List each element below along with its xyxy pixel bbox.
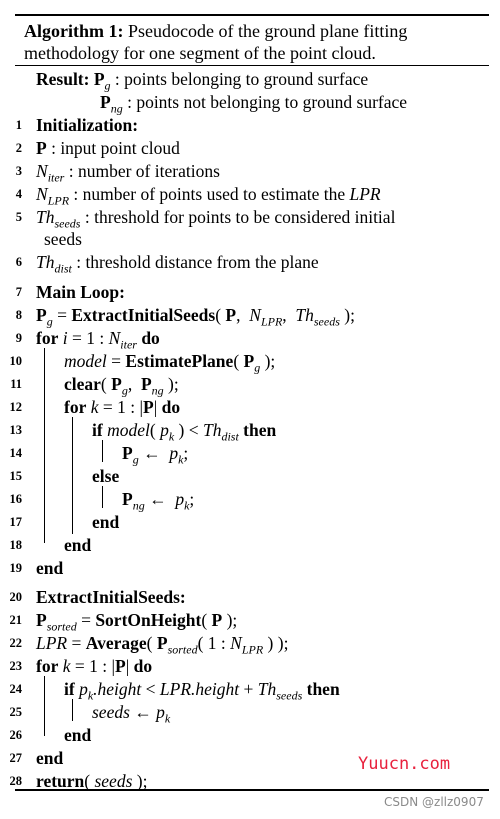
- line-number: 14: [9, 446, 22, 460]
- code-line-28: 28 return( seeds );: [0, 770, 500, 792]
- code-line-4: 4 $N_{LPR}$ : number of points used to estimate the LPR: [0, 183, 500, 205]
- fn-clear: clear: [64, 374, 101, 394]
- kw-end: end: [92, 512, 120, 532]
- watermark-csdn: CSDN @zllz0907: [384, 795, 484, 809]
- code-line-12: 12 for k = 1 : |P| do: [0, 396, 500, 418]
- fn-estimate: EstimatePlane: [125, 351, 234, 371]
- line-text: : threshold for points to be considered initial: [84, 207, 396, 227]
- watermark-yuucn: Yuucn.com: [358, 754, 451, 774]
- line-number: 19: [9, 561, 22, 575]
- code-line-5: 5 $Th_{seeds}$ : threshold for points to be considered initial: [0, 206, 500, 228]
- code-line-3: 3 $N_{iter}$ : number of iterations: [0, 160, 500, 182]
- line-number: 27: [9, 751, 22, 765]
- block-bar-if: [102, 440, 103, 462]
- line-text: Main Loop:: [36, 282, 125, 302]
- fn-sort: SortOnHeight: [95, 610, 202, 630]
- code-line-23: 23 for k = 1 : |P| do: [0, 655, 500, 677]
- line-number: 6: [15, 255, 22, 269]
- line-number: 26: [9, 728, 22, 742]
- caption-rule: [15, 65, 489, 66]
- fn-average: Average: [85, 633, 147, 653]
- line-number: 3: [15, 164, 22, 178]
- line-text: : number of iterations: [68, 161, 220, 181]
- line-number: 12: [9, 400, 22, 414]
- code-line-16: 16 $P_{ng}$ ← $p_k$;: [0, 488, 500, 510]
- line-number: 20: [9, 590, 22, 604]
- code-line-1: [0, 114, 500, 136]
- code-line-19: [0, 557, 500, 579]
- result-line-1: Result: $P_g$ : points belonging to ground surface: [36, 69, 369, 93]
- result-line-2: $P_{ng}$ : points not belonging to ground surface: [100, 92, 408, 116]
- kw-then: then: [306, 679, 340, 699]
- kw-if: if: [64, 679, 75, 699]
- block-bar-for-k2: [44, 676, 45, 736]
- kw-for: for: [36, 656, 59, 676]
- code-line-20: [0, 586, 500, 608]
- kw-else: else: [92, 466, 120, 486]
- line-number: 5: [15, 210, 22, 224]
- line-text: : input point cloud: [51, 138, 180, 158]
- line-number: 18: [9, 538, 22, 552]
- code-line-26: [0, 724, 500, 746]
- code-line-24: 24 if $p_k.height$ < LPR.height + $Th_{seeds}$ then: [0, 678, 500, 700]
- line-number: 11: [10, 377, 22, 391]
- kw-do: do: [133, 656, 153, 676]
- block-bar-for-i: [44, 348, 45, 543]
- line-number: 23: [9, 659, 22, 673]
- code-line-7: [0, 281, 500, 303]
- line-text: seeds: [44, 229, 82, 249]
- line-text: ExtractInitialSeeds:: [36, 587, 186, 607]
- caption-label: Algorithm 1:: [24, 21, 124, 41]
- code-line-6: 6 $Th_{dist}$ : threshold distance from the plane: [0, 251, 500, 273]
- code-line-21: 21 $P_{sorted}$ = SortOnHeight( P );: [0, 609, 500, 631]
- kw-do: do: [161, 397, 181, 417]
- fn-extract: ExtractInitialSeeds: [71, 305, 216, 325]
- line-number: 2: [15, 141, 22, 155]
- code-line-17: [0, 511, 500, 533]
- code-line-25: 25 seeds ← $p_k$: [0, 701, 500, 723]
- code-line-22: 22 LPR = Average( $P_{sorted}$( 1 : $N_{LPR}$ ) );: [0, 632, 500, 654]
- code-line-9: 9 for i = 1 : $N_{iter}$ do: [0, 327, 500, 349]
- result-png-desc: : points not belonging to ground surface: [127, 92, 408, 112]
- fn-return: return: [36, 771, 85, 791]
- algorithm-caption: [24, 20, 474, 64]
- line-number: 9: [15, 331, 22, 345]
- kw-end: end: [36, 748, 64, 768]
- line-number: 1: [15, 118, 22, 132]
- line-number: 24: [9, 682, 22, 696]
- kw-end: end: [64, 535, 92, 555]
- line-text: : number of points used to estimate the: [73, 184, 346, 204]
- code-line-5-cont: [0, 228, 500, 250]
- line-number: 7: [15, 285, 22, 299]
- kw-do: do: [141, 328, 160, 348]
- code-line-10: 10 model = EstimatePlane( $P_g$ );: [0, 350, 500, 372]
- line-number: 22: [9, 636, 22, 650]
- result-label: Result:: [36, 69, 90, 89]
- code-line-8: 8 $P_g$ = ExtractInitialSeeds( P, $N_{LPR}$, $Th_{seeds}$ );: [0, 304, 500, 326]
- code-line-14: 14 $P_g$ ← $p_k$;: [0, 442, 500, 464]
- kw-end: end: [64, 725, 92, 745]
- line-number: 15: [9, 469, 22, 483]
- line-number: 4: [15, 187, 22, 201]
- line-number: 21: [9, 613, 22, 627]
- line-number: 13: [9, 423, 22, 437]
- kw-for: for: [64, 397, 87, 417]
- kw-if: if: [92, 420, 103, 440]
- line-number: 17: [9, 515, 22, 529]
- code-line-13: 13 if model( $p_k$ ) < $Th_{dist}$ then: [0, 419, 500, 441]
- line-number: 10: [9, 354, 22, 368]
- code-line-15: [0, 465, 500, 487]
- line-text: : threshold distance from the plane: [76, 252, 319, 272]
- line-text: Initialization:: [36, 115, 139, 135]
- line-number: 8: [15, 308, 22, 322]
- caption-text: Pseudocode of the ground plane fitting methodology for one segment of the point cloud.: [24, 21, 408, 63]
- block-bar-else: [102, 486, 103, 508]
- block-bar-if2: [72, 699, 73, 721]
- top-rule: [15, 14, 489, 16]
- code-line-11: 11 clear( $P_g$, $P_{ng}$ );: [0, 373, 500, 395]
- line-number: 25: [9, 705, 22, 719]
- code-line-2: 2 P : input point cloud: [0, 137, 500, 159]
- kw-then: then: [243, 420, 277, 440]
- result-pg-desc: : points belonging to ground surface: [114, 69, 369, 89]
- line-text-lpr: LPR: [349, 184, 381, 204]
- kw-for: for: [36, 328, 59, 348]
- kw-end: end: [36, 558, 64, 578]
- block-bar-for-k: [72, 417, 73, 534]
- line-number: 28: [9, 774, 22, 788]
- code-line-18: [0, 534, 500, 556]
- line-number: 16: [9, 492, 22, 506]
